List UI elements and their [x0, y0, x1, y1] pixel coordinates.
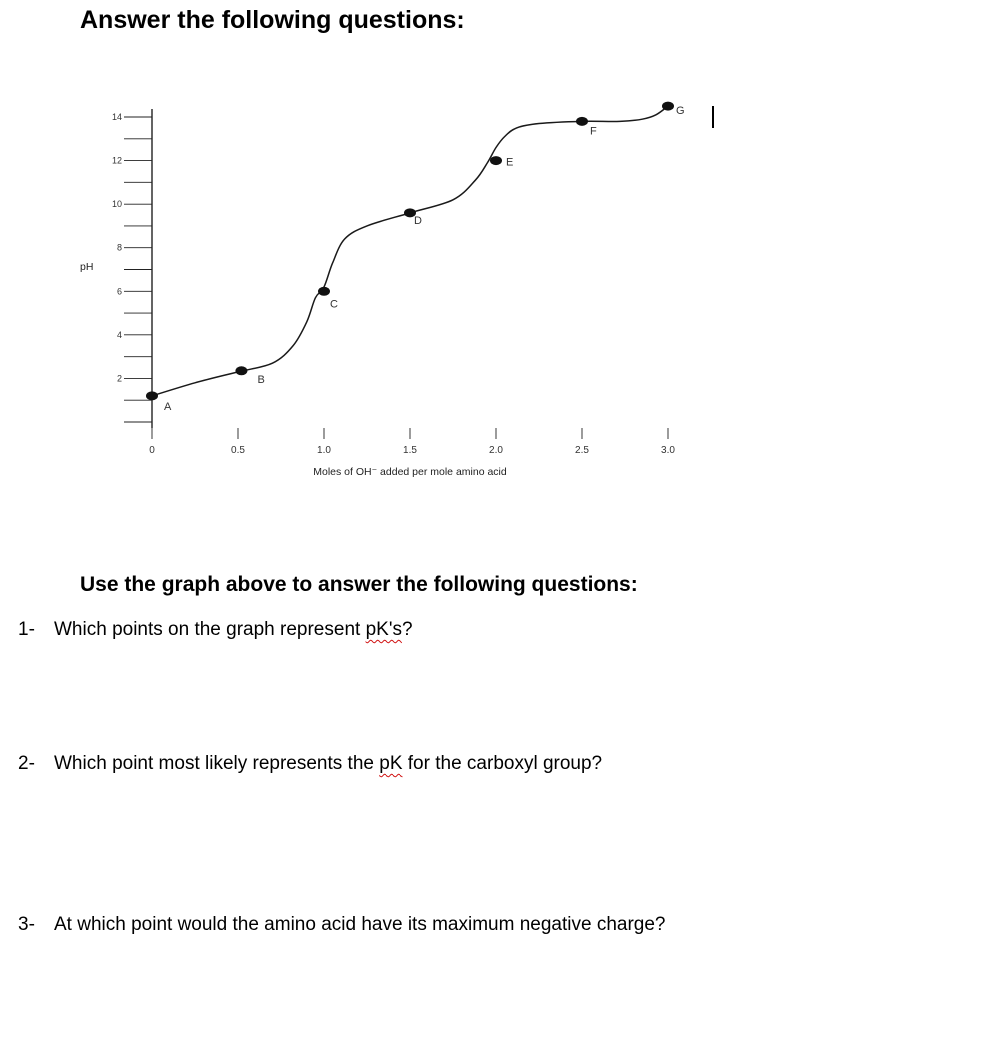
question-text-end: for the carboxyl group?	[402, 753, 603, 774]
data-point-a	[146, 391, 158, 400]
question-number: 2-	[18, 753, 35, 774]
question-3	[18, 914, 666, 936]
question-2	[18, 753, 602, 775]
x-axis-label: Moles of OH⁻ added per mole amino acid	[313, 466, 507, 478]
point-label-g: G	[676, 105, 685, 118]
x-tick-label: 1.5	[403, 445, 417, 456]
x-tick-label: 2.5	[575, 445, 589, 456]
point-label-d: D	[414, 214, 422, 227]
y-axis-label: pH	[80, 261, 94, 273]
question-text: Which point most likely represents the	[54, 753, 380, 774]
chart-axes	[112, 109, 675, 456]
y-tick-label: 12	[111, 155, 122, 166]
question-text-end: ?	[401, 619, 413, 640]
question-number: 1-	[18, 619, 35, 640]
question-1	[18, 619, 413, 641]
x-tick-label: 2.0	[489, 445, 503, 456]
titration-curve-chart	[0, 0, 760, 500]
text-cursor	[712, 106, 714, 128]
question-number: 3-	[18, 914, 35, 935]
x-tick-label: 0.5	[231, 445, 245, 456]
page-heading: Answer the following questions:	[80, 6, 465, 34]
question-text: At which point would the amino acid have its maximum negative charge?	[54, 914, 666, 935]
point-label-f: F	[590, 125, 597, 138]
y-tick-label: 4	[116, 329, 122, 340]
data-point-c	[318, 287, 330, 296]
chart-curve-layer	[152, 106, 668, 396]
question-text: Which points on the graph represent	[54, 619, 366, 640]
data-point-e	[490, 156, 502, 165]
y-tick-label: 2	[116, 373, 122, 384]
spellcheck-flagged-word[interactable]: pK's	[365, 619, 402, 640]
data-point-f	[576, 117, 588, 126]
x-tick-label: 0	[149, 445, 155, 456]
x-tick-label: 3.0	[661, 445, 675, 456]
data-point-g	[662, 102, 674, 111]
point-label-a: A	[164, 400, 172, 413]
y-tick-label: 6	[116, 286, 122, 297]
y-tick-label: 14	[111, 112, 122, 122]
y-tick-label: 8	[116, 242, 122, 253]
section-subheading: Use the graph above to answer the following questions:	[80, 573, 638, 596]
x-tick-label: 1.0	[317, 445, 331, 456]
titration-curve-line	[152, 106, 668, 396]
point-label-b: B	[257, 373, 265, 386]
spellcheck-flagged-word[interactable]: pK	[379, 753, 403, 774]
chart-points-layer	[146, 102, 685, 413]
y-tick-label: 10	[111, 199, 122, 210]
data-point-b	[235, 366, 247, 375]
point-label-c: C	[330, 298, 338, 311]
point-label-e: E	[506, 156, 514, 169]
